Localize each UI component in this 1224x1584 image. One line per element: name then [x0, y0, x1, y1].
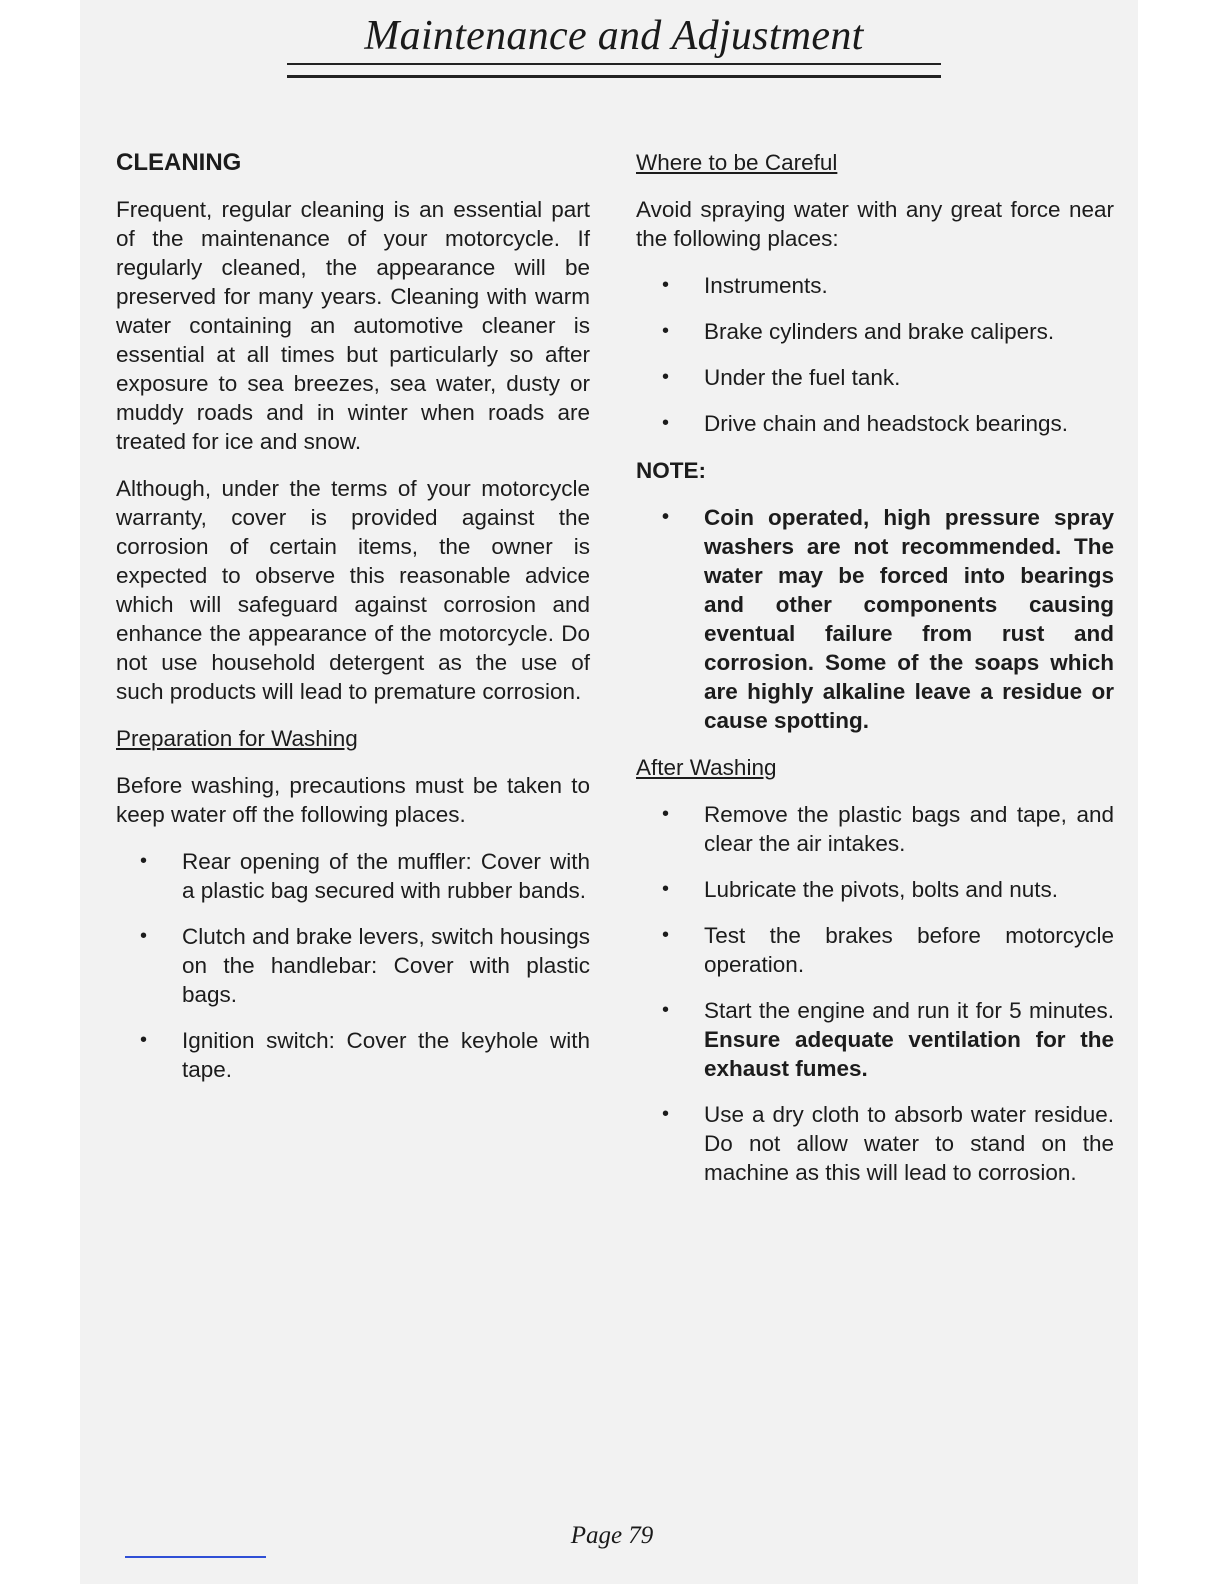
careful-intro: Avoid spraying water with any great force near the following places: [636, 197, 1114, 251]
list-item: • Brake cylinders and brake calipers. [636, 317, 1114, 346]
subheading-preparation: Preparation for Washing [116, 726, 358, 751]
list-item: • Instruments. [636, 271, 1114, 300]
after-item-warning: Ensure adequate ventilation for the exhaust fumes. [704, 1027, 1114, 1081]
section-title-cleaning: CLEANING [116, 149, 242, 176]
list-item: • Rear opening of the muffler: Cover with a plastic bag secured with rubber bands. [116, 847, 590, 905]
preparation-intro: Before washing, precautions must be taken to keep water off the following places. [116, 773, 590, 827]
preparation-list [116, 847, 590, 1084]
note-text: • Coin operated, high pressure spray washers are not recommended. The water may be forced into bearings and other components causing eventual failure from rust and corrosion. Some of the soaps which are highly alkaline leave a residue or cause spotting. [636, 503, 1114, 735]
list-item: • Lubricate the pivots, bolts and nuts. [636, 875, 1114, 904]
cleaning-paragraph-1: Frequent, regular cleaning is an essential part of the maintenance of your motorcycle. If regularly cleaned, the appearance will be preserved for many years. Cleaning with warm water containing an automotive cleaner is essential at all times but particularly so after exposure to sea breezes, sea water, dusty or muddy roads and in winter when roads are treated for ice and snow. [116, 197, 590, 454]
note-list [636, 503, 1114, 735]
subheading-after-washing: After Washing [636, 755, 777, 780]
link-underline [125, 1556, 266, 1558]
page-number: Page 79 [570, 1522, 654, 1549]
list-item: • Under the fuel tank. [636, 363, 1114, 392]
page-header [287, 10, 941, 85]
page-title: Maintenance and Adjustment [364, 13, 864, 59]
list-item [636, 996, 1114, 1083]
header-rule-thin [287, 63, 941, 65]
cleaning-paragraph-2: Although, under the terms of your motorcycle warranty, cover is provided against the corrosion of certain items, the owner is expected to observe this reasonable advice which will safeguard against corrosion and enhance the appearance of the motorcycle. Do not use household detergent as the use of such products will lead to premature corrosion. [116, 476, 590, 704]
subheading-careful: Where to be Careful [636, 150, 838, 175]
right-column [636, 148, 1114, 1205]
note-label: NOTE: [636, 458, 706, 483]
header-rule-thick [287, 75, 941, 78]
list-item: • Use a dry cloth to absorb water residue. Do not allow water to stand on the machine as this will lead to corrosion. [636, 1100, 1114, 1187]
after-washing-list [636, 800, 1114, 1187]
list-item: • Remove the plastic bags and tape, and clear the air intakes. [636, 800, 1114, 858]
left-column [116, 148, 590, 1102]
after-item-plain: Start the engine and run it for 5 minutes. [704, 998, 1114, 1023]
list-item: • Drive chain and headstock bearings. [636, 409, 1114, 438]
list-item: • Test the brakes before motorcycle operation. [636, 921, 1114, 979]
careful-list [636, 271, 1114, 438]
list-item: • Ignition switch: Cover the keyhole with tape. [116, 1026, 590, 1084]
list-item: • Clutch and brake levers, switch housings on the handlebar: Cover with plastic bags. [116, 922, 590, 1009]
